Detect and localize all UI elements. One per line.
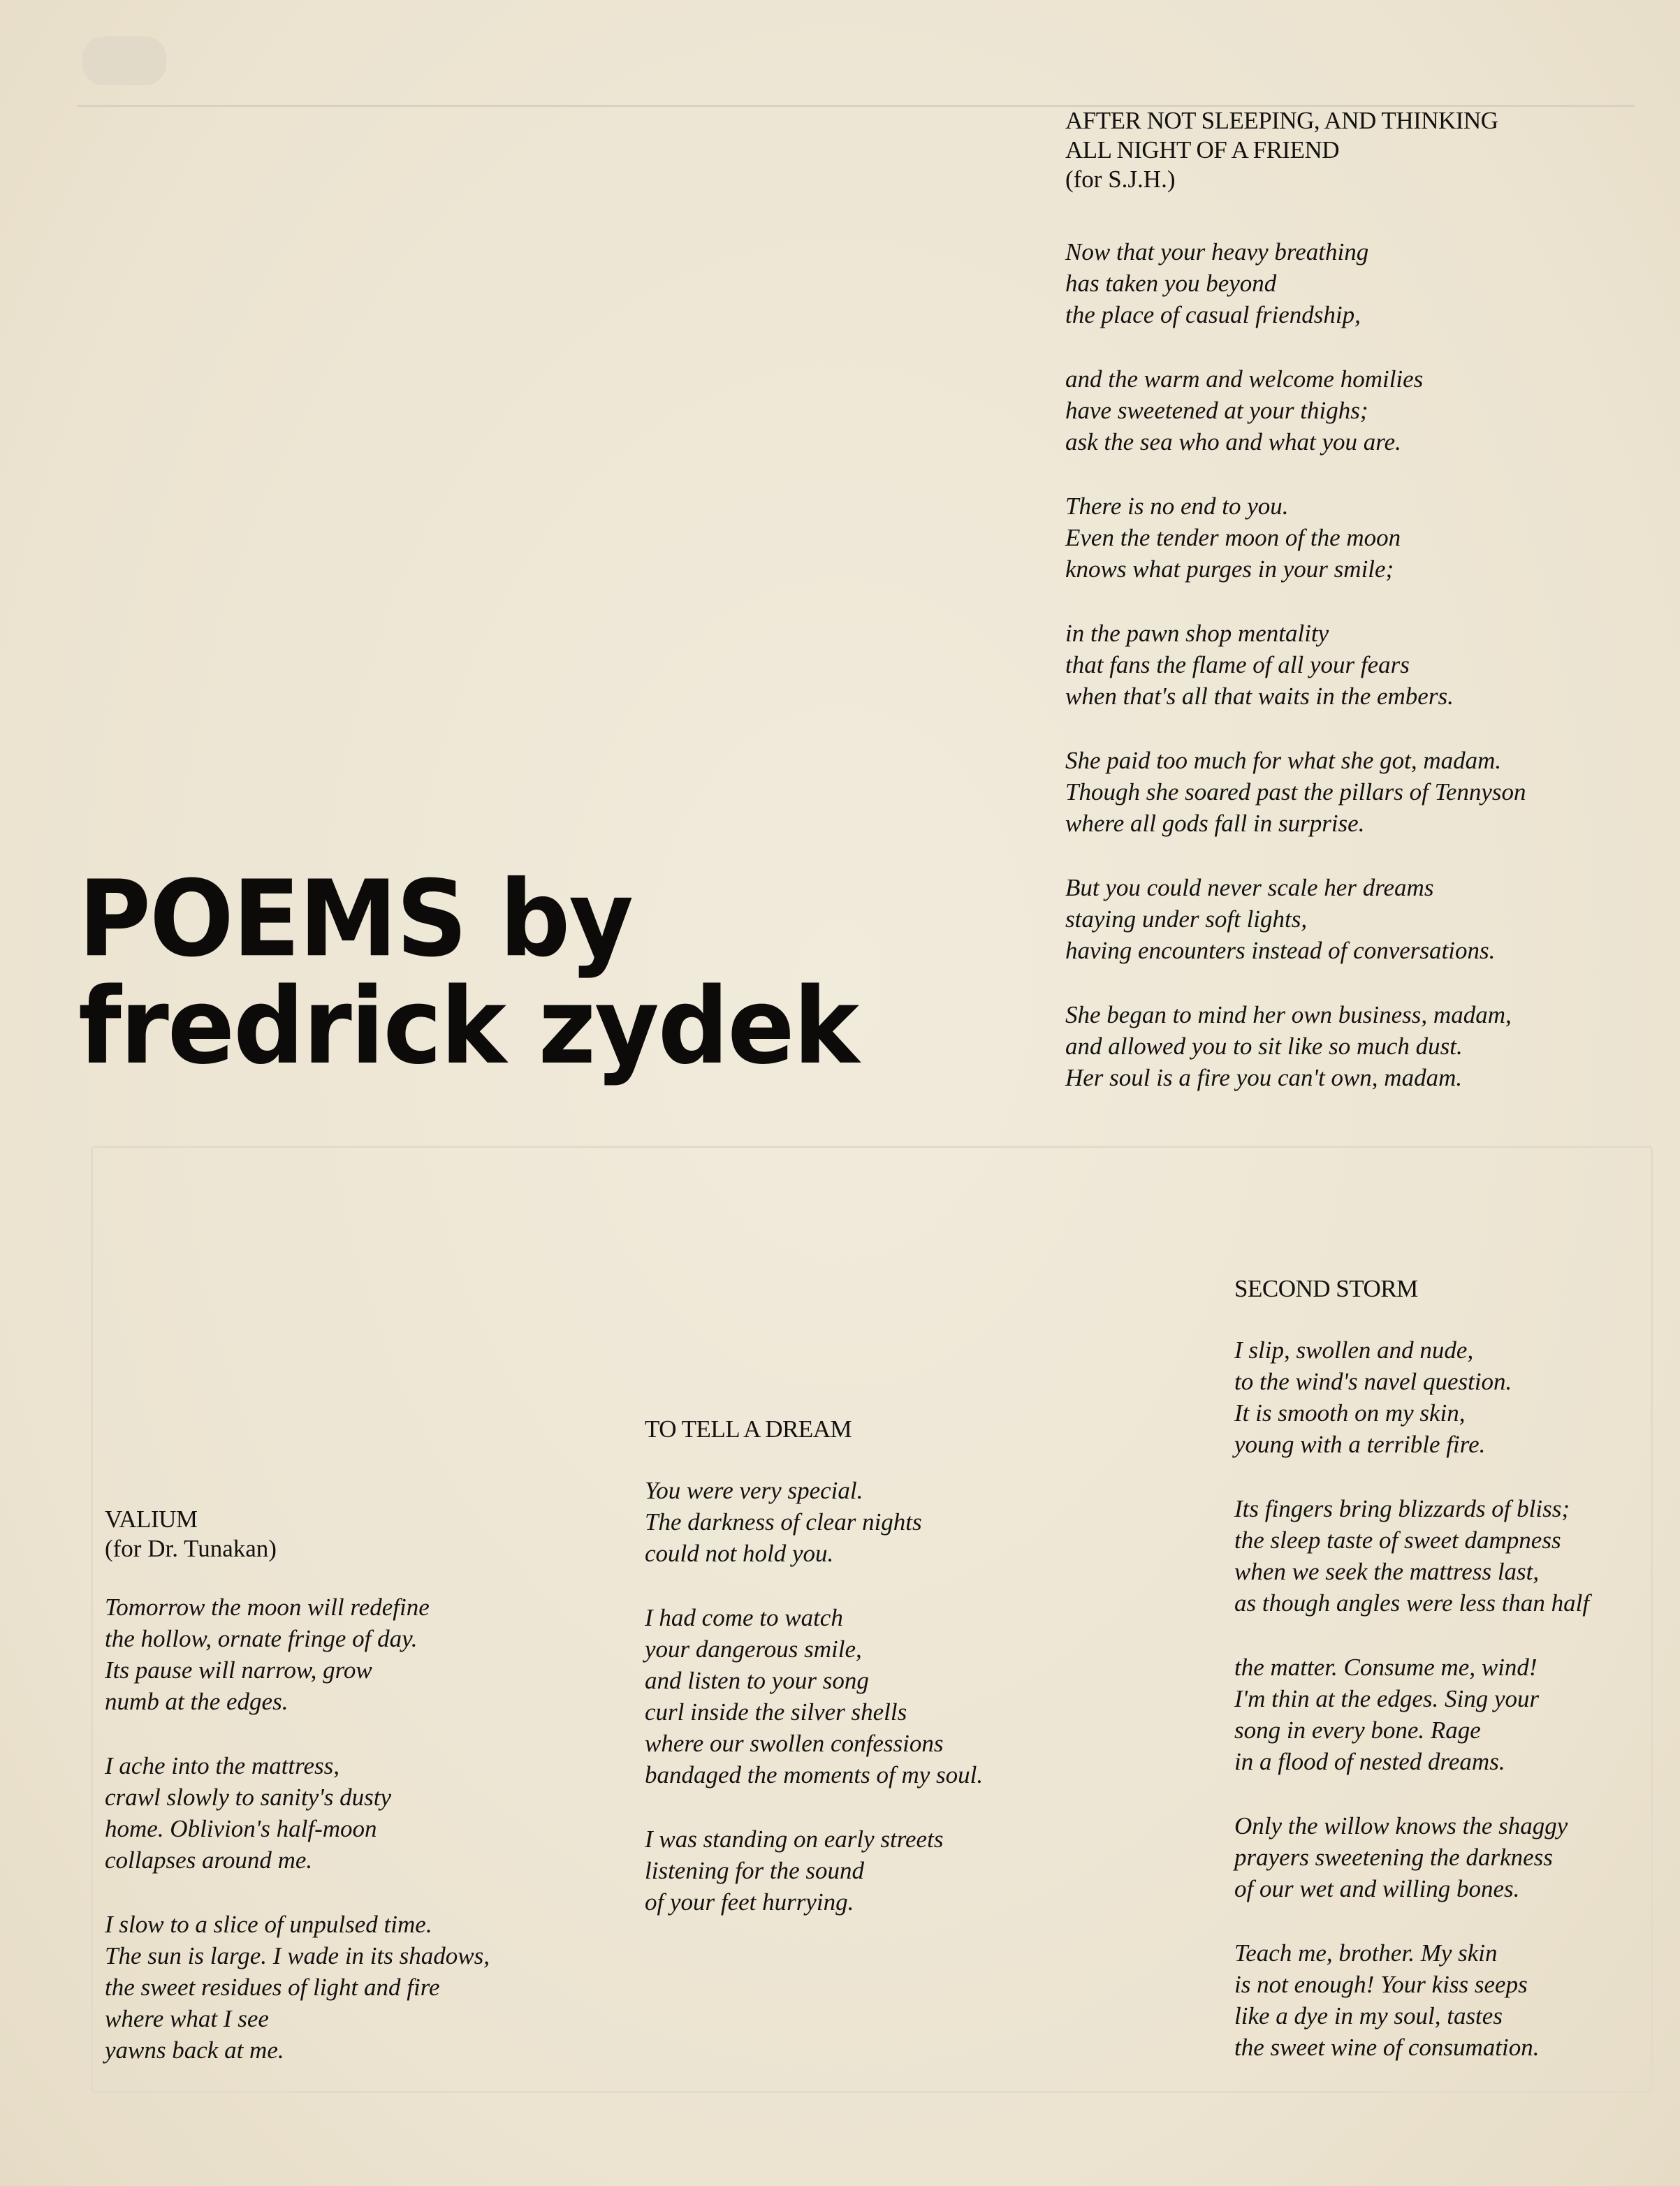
poem-body (105, 1591, 490, 2066)
poem-line: where all gods fall in surprise. (1065, 810, 1365, 837)
poem-line: collapses around me. (105, 1846, 313, 1874)
poem-line: of your feet hurrying. (645, 1888, 854, 1916)
poem-line: Though she soared past the pillars of Tennyson (1065, 778, 1526, 806)
poem-line: knows what purges in your smile; (1065, 555, 1394, 583)
poem-line: I had come to watch (645, 1604, 843, 1631)
poem-line: of our wet and willing bones. (1234, 1875, 1520, 1902)
poem-dedication: (for S.J.H.) (1065, 166, 1176, 193)
stanza (645, 1602, 983, 1791)
poem-line: Tomorrow the moon will redefine (105, 1594, 430, 1621)
stanza (1234, 1334, 1589, 1460)
poem-line: as though angles were less than half (1234, 1589, 1590, 1617)
poem-title: VALIUM (105, 1506, 198, 1533)
poem-line: ask the sea who and what you are. (1065, 428, 1401, 456)
page-title-line-1: POEMS by (78, 858, 633, 981)
poem-line: But you could never scale her dreams (1065, 874, 1434, 901)
poem-after-not-sleeping (1065, 106, 1526, 1093)
poem-line: Teach me, brother. My skin (1234, 1939, 1498, 1967)
page-title (78, 858, 859, 1088)
stanza (1234, 1493, 1589, 1619)
poem-line: your dangerous smile, (645, 1635, 862, 1663)
poem-line: and listen to your song (645, 1667, 869, 1694)
poem-title: AFTER NOT SLEEPING, AND THINKING (1065, 107, 1498, 134)
poem-line: to the wind's navel question. (1234, 1368, 1512, 1395)
stanza (1234, 1652, 1589, 1777)
poem-line: when that's all that waits in the embers. (1065, 683, 1454, 710)
poem-line: Even the tender moon of the moon (1065, 524, 1401, 551)
poem-line: listening for the sound (645, 1857, 865, 1884)
poem-line: prayers sweetening the darkness (1234, 1844, 1553, 1871)
stanza (105, 1750, 490, 1876)
poem-dedication: (for Dr. Tunakan) (105, 1535, 277, 1562)
stanza (1234, 1937, 1589, 2063)
poem-line: like a dye in my soul, tastes (1234, 2002, 1503, 2030)
poem-title: TO TELL A DREAM (645, 1415, 852, 1443)
poem-line: that fans the flame of all your fears (1065, 651, 1410, 678)
stanza (105, 1909, 490, 2066)
poem-line: the sweet residues of light and fire (105, 1974, 440, 2001)
bleed-through-logo (82, 36, 166, 85)
stanza (1065, 745, 1526, 839)
poem-line: The darkness of clear nights (645, 1508, 922, 1536)
poem-line: I'm thin at the edges. Sing your (1234, 1685, 1540, 1712)
poem-line: the place of casual friendship, (1065, 301, 1361, 328)
poem-line: The sun is large. I wade in its shadows, (105, 1942, 490, 1969)
poem-line: yawns back at me. (105, 2036, 284, 2064)
poem-line: in the pawn shop mentality (1065, 620, 1329, 647)
poem-line: I slow to a slice of unpulsed time. (105, 1911, 432, 1938)
poem-body (1234, 1334, 1589, 2063)
poem-line: It is smooth on my skin, (1234, 1399, 1466, 1427)
poem-line: song in every bone. Rage (1234, 1717, 1481, 1744)
poem-second-storm (1234, 1274, 1589, 2063)
poem-line: There is no end to you. (1065, 493, 1289, 520)
poem-to-tell-a-dream (645, 1415, 983, 1918)
poem-line: Only the willow knows the shaggy (1234, 1812, 1568, 1839)
poem-line: when we seek the mattress last, (1234, 1558, 1540, 1585)
poem-line: where our swollen confessions (645, 1730, 944, 1757)
poem-line: the sleep taste of sweet dampness (1234, 1526, 1561, 1554)
poem-body (1065, 236, 1526, 1093)
poem-line: bandaged the moments of my soul. (645, 1761, 984, 1788)
poem-line: She paid too much for what she got, madam. (1065, 747, 1502, 774)
stanza (1065, 872, 1526, 966)
poem-line: staying under soft lights, (1065, 905, 1308, 933)
poem-line: and allowed you to sit like so much dust. (1065, 1033, 1463, 1060)
poem-line: home. Oblivion's half-moon (105, 1815, 377, 1842)
poem-line: in a flood of nested dreams. (1234, 1748, 1505, 1775)
stanza (1234, 1810, 1589, 1904)
stanza (1065, 618, 1526, 712)
poem-line: curl inside the silver shells (645, 1698, 907, 1726)
poem-line: has taken you beyond (1065, 270, 1277, 297)
stanza (1065, 490, 1526, 585)
stanza (1065, 999, 1526, 1093)
poem-line: having encounters instead of conversations. (1065, 937, 1496, 964)
poem-line: numb at the edges. (105, 1688, 288, 1715)
poem-line: the sweet wine of consumation. (1234, 2034, 1540, 2061)
poem-line: Her soul is a fire you can't own, madam. (1065, 1064, 1463, 1091)
poem-valium (105, 1505, 490, 2066)
page-title-line-2: fredrick zydek (78, 965, 859, 1088)
poem-line: where what I see (105, 2005, 269, 2032)
poem-body (645, 1475, 983, 1918)
poem-line: is not enough! Your kiss seeps (1234, 1971, 1528, 1998)
poem-line: the hollow, ornate fringe of day. (105, 1625, 418, 1652)
stanza (645, 1823, 983, 1918)
poem-line: young with a terrible fire. (1234, 1431, 1486, 1458)
stanza (1065, 236, 1526, 330)
poem-line: You were very special. (645, 1477, 863, 1504)
poem-line: and the warm and welcome homilies (1065, 365, 1424, 393)
poem-line: have sweetened at your thighs; (1065, 397, 1368, 424)
poem-line: Its fingers bring blizzards of bliss; (1234, 1495, 1570, 1522)
poem-line: I slip, swollen and nude, (1234, 1336, 1474, 1364)
poem-line: I was standing on early streets (645, 1826, 944, 1853)
poem-line: I ache into the mattress, (105, 1752, 340, 1779)
stanza (1065, 363, 1526, 458)
stanza (105, 1591, 490, 1717)
stanza (645, 1475, 983, 1569)
poem-line: crawl slowly to sanity's dusty (105, 1784, 391, 1811)
poem-line: She began to mind her own business, madam, (1065, 1001, 1512, 1028)
poem-line: Its pause will narrow, grow (105, 1656, 372, 1684)
poem-title: SECOND STORM (1234, 1275, 1418, 1302)
poem-line: the matter. Consume me, wind! (1234, 1654, 1537, 1681)
poem-line: could not hold you. (645, 1540, 834, 1567)
poem-line: Now that your heavy breathing (1065, 238, 1369, 265)
poem-title: ALL NIGHT OF A FRIEND (1065, 136, 1340, 163)
